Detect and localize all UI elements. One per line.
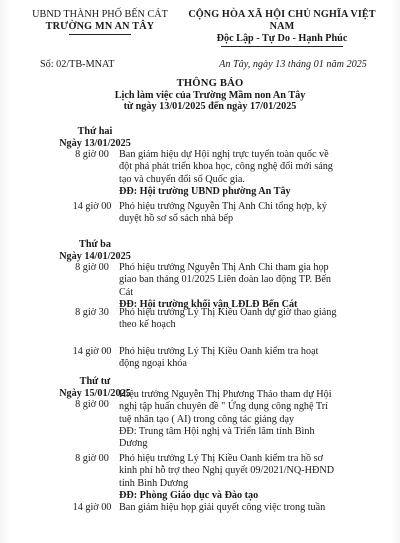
motto: Độc Lập - Tự Do - Hạnh Phúc [216,33,348,44]
day-date: Ngày 14/01/2025 [59,250,131,262]
entry-time: 14 giờ 00 [72,502,112,513]
entry-location: ĐĐ: Phòng Giáo dục và Đào tạo [119,489,259,501]
day-label-tuesday [50,239,140,262]
schedule-entry [119,453,339,502]
country-name: CỘNG HÒA XÃ HỘI CHỦ NGHĨA VIỆT NAM [188,9,376,32]
entry-time: 8 giờ 00 [75,262,109,273]
entry-time: 8 giờ 30 [75,307,109,318]
weekday: Thứ ba [79,239,111,250]
entry-time: 8 giờ 00 [75,399,109,410]
notice-heading: THÔNG BÁO [176,78,244,89]
entry-text: Hiệu trưởng Nguyễn Thị Phương Thảo tham dự Hội nghị tập huấn chuyên đề " Ứng dụng công nghệ Trí tuệ nhân tạo ( AI) trong công tác giảng dạy [119,389,332,425]
schedule-entry [119,502,339,514]
school-name: TRƯỜNG MN AN TÂY [45,21,155,32]
entry-text: Phó hiệu trưởng Nguyễn Thị Anh Chi tham gia họp giao ban tháng 01/2025 Liên đoàn lao động TP. Bến Cát [119,262,332,298]
notice-subtitle: Lịch làm việc của Trường Mầm non An Tây [114,89,306,101]
schedule-entry [119,307,339,332]
day-label-monday [50,126,140,149]
place-and-date: An Tây, ngày 13 tháng 01 năm 2025 [219,59,367,70]
entry-text: Phó hiệu trưởng Lý Thị Kiều Oanh kiểm tra hồ sơ kinh phí hỗ trợ theo Nghị quyết 09/2021/NQ-HĐND tỉnh Bình Dương [119,453,335,489]
entry-time: 14 giờ 00 [72,201,112,212]
entry-location: ĐĐ: Hội trường khối vận LĐLĐ Bến Cát [119,298,298,310]
document-number: Số: 02/TB-MNAT [40,59,115,70]
entry-time: 14 giờ 00 [72,346,112,357]
entry-time: 8 giờ 00 [75,453,109,464]
entry-text: Phó hiệu trưởng Lý Thị Kiều Oanh kiểm tra hoạt động ngoại khóa [119,346,319,370]
notice-date-range: từ ngày 13/01/2025 đến ngày 17/01/2025 [123,101,297,112]
entry-location: ĐĐ: Hội trường UBND phường An Tây [119,185,291,197]
entry-time: 8 giờ 00 [75,149,109,160]
schedule-entry [119,389,339,450]
weekday: Thứ tư [79,376,111,387]
schedule-entry [119,201,339,226]
entry-text: Ban giám hiệu họp giải quyết công việc trong tuần [119,502,326,513]
entry-text: Ban giám hiệu dự Hội nghị trực tuyến toàn quốc về đột phá phát triển khoa học, công nghệ đổi mới sáng tạo và chuyển đổi số Quốc gia. [119,149,333,185]
day-date: Ngày 13/01/2025 [59,137,131,149]
schedule-entry [119,262,339,311]
entry-text: Phó hiệu trưởng Nguyễn Thị Anh Chi tổng hợp, ký duyệt hồ sơ sổ sách nhà bếp [119,201,327,225]
parent-org: UBND THÀNH PHỐ BẾN CÁT [32,9,168,20]
entry-text: Phó hiệu trưởng Lý Thị Kiều Oanh dự giờ thao giảng theo kế hoạch [119,307,337,331]
schedule-entry [119,149,339,198]
schedule-entry [119,346,339,371]
weekday: Thứ hai [77,126,113,137]
day-date: Ngày 15/01/2025 [59,387,131,399]
entry-location: ĐĐ: Trung tâm Hội nghị và Triển lãm tỉnh Bình Dương [119,425,315,450]
